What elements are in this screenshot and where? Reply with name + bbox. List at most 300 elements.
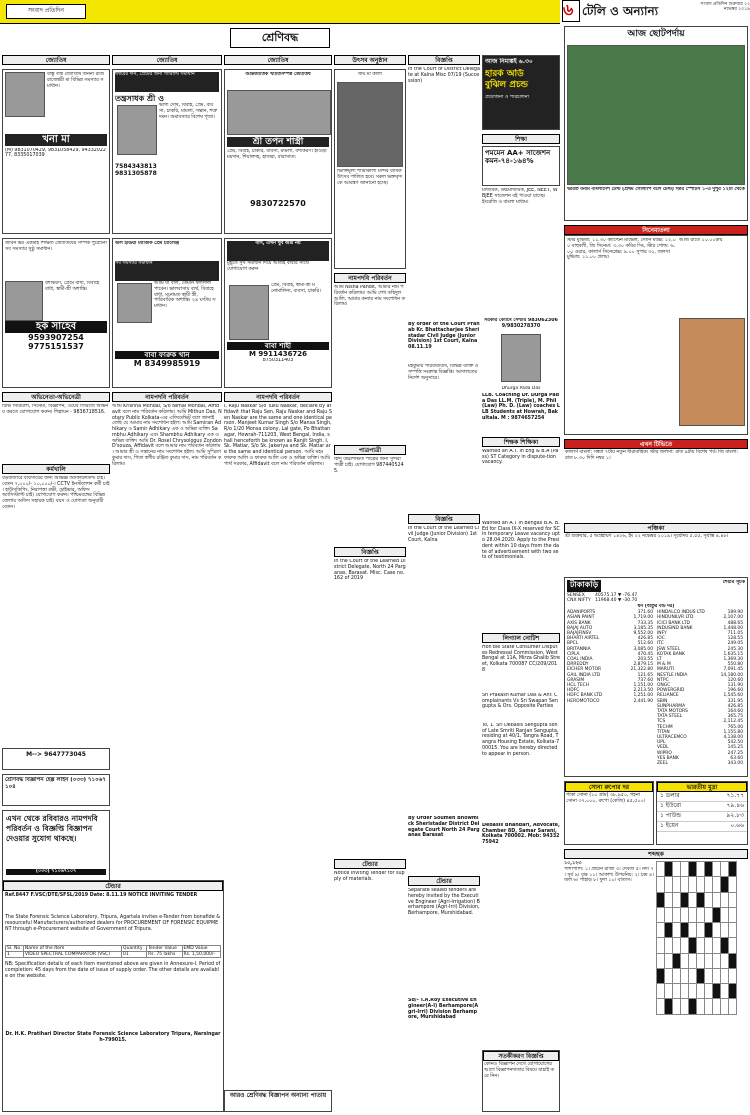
- top-bar: [0, 0, 560, 24]
- tv-box: [564, 26, 748, 221]
- currency-row: [657, 812, 747, 822]
- stock-price: 343.00: [727, 760, 743, 766]
- crossword-header: শব্দছক: [564, 849, 748, 859]
- stock-name: BAJAJFINSV: [567, 630, 592, 636]
- crossword-cell[interactable]: [689, 938, 697, 953]
- crossword-cell[interactable]: [697, 984, 705, 999]
- crossword-cell[interactable]: [673, 877, 681, 892]
- tender-text: Separate sealed tenders are hereby invited by the Executive Engineer (Agri-Irrigation) Berhampore (Agri-Irri) Division, Berhampore, Murshidabad.: [408, 888, 480, 916]
- currency-rate: ৯২.৮৩: [726, 811, 744, 819]
- stock-price: 470.45: [637, 651, 653, 657]
- currency-row: [657, 822, 747, 832]
- stock-price: 21,322.80: [630, 667, 653, 673]
- crossword-cell[interactable]: [721, 907, 729, 922]
- crossword-cell[interactable]: [689, 892, 697, 907]
- crossword-number: ১০,১২৩: [564, 861, 582, 866]
- crossword-cell[interactable]: [705, 984, 713, 999]
- stock-price: 371.60: [637, 610, 653, 616]
- stock-name: YES BANK: [657, 755, 679, 761]
- crossword-cell[interactable]: [721, 892, 729, 907]
- crossword-cell[interactable]: [689, 862, 697, 877]
- right-column: আজ ছোটপর্দায় ভারত বনাম বাংলাদেশ টেস্ট (প্রথম গোলাপি বলে টেস্ট) স্টার স্পোর্টস ১-এ দুপুর ১২টা থেকে সিনেমাতলা স্টার মুভিজ: ১১.৩০ ক্যাপ্টেন মার্ভেল, সোনি ম্যাক্স: ১২.০০ বাহুবলী, জি সিনেমা: ৩.৩০ কবির সিং, স্টার গোল্ড: ৬.০০ ওয়ার, কালার্স সিনেপ্লেক্স: ৯.০০ সুপার ৩০, জলসা মুভিজ: ১১.০০ প্রলয়। আজ রাতে ১০.০০টায় এখন টিভিতে কালার্স বাংলা: সন্ধ্যা ৭টায় নতুন ধারাবাহিক। স্টার জলসা: রাত ৯টায় বিশেষ পর্ব। জি বাংলা: রাত ৮.৩০ দিদি নম্বর ১। পঞ্চিকা শ্রী শুক্রবার, ৫ অগ্রহায়ণ ১৪২৬, ইং ২২ নভেম্বর ২০১৯। সূর্যোদয় ৫.৫৫, সূর্যাস্ত ৪.৪৮। টাকাকড়ি শেয়ার সূচক SENSEX 40575.17 ▼ -76.47 CNX NIFTY 11968.40 ▼ -30.70 ধন (ধাতুর বন্ড দর) ADANIPORTS 371.60 ASIAN PAINT 1,719.00 AXIS BANK 733.35 BAJAJ AUTO 3,185.35 BAJAJFINSV 9,552.00 BHARTI AIRTEL 426.85 BPCL 512.60 BRITANNIA 3,085.00 CIPLA 470.45 COAL INDIA 203.55 DRREDDY 2,879.15 EICHER MOTOR 21,322.80 GAIL INDIA LTD 121.65 GRASIM 737.60 HCL TECH 1,151.00 HDFC 2,213.50 HDFC BANK LTD 1,251.00 HEROMOTOCO 2,441.90 HINDALCO INDUS LTD 189.90 HINDUNILVR LTD 2,107.00 ICICI BANK LTD 488.65 INDUSIND BANK 1,448.00 INFY 711.05 IOC 128.55 ITC 249.05 JSW STEEL 245.30 KOTAK BANK 1,635.15 LT 1,369.30 M & M 550.80 MARUTI 7,091.45 NESTLE INDIA 14,180.00 NTPC 120.60 ONGC 131.90 POWERGRID 196.60 RELIANCE 1,545.60 SBIN 331.95 SUNPHARMA 426.85 TATA MOTORS 164.60 TATA STEEL 365.75 TCS 2,112.45 TECHM 765.00 TITAN 1,155.80 ULTRACEMCO 4,138.00 UPL 542.50 VEDL 145.25 WIPRO 247.25 YES BANK 63.60 ZEEL 343.00 সোনা রুপোর দর পাকা সোনা (১০ গ্রাম) ৩৮,৯৫০, গহনা সোনা ৩৭,০০০, রুপো (কেজি) ৪৫,৫০০। ভারতীয় মুদ্রা ১ ডলার ৭১.৭৭ ১ ইউরো ৭৯.৪৬ ১ পাউন্ড ৯২.৮৩ ১ ইয়েন ০.৬৬ শব্দছক ১০,১২৩ পাশাপাশি: ১। প্রাচীন রাজা ৩। দেবতা ৫। নদী ৭। সূর্য ৯। বৃক্ষ ১১। আকাশ। উপরনিচ: ২। চন্দ্র ৪। জল ৬। পাহাড় ৮। ফুল ১০। বাতাস।: [564, 26, 748, 1112]
- ad-phone: M 8349985919: [133, 359, 201, 369]
- section-header: লিগ্যাল নোটিশ: [482, 633, 560, 643]
- crossword-cell[interactable]: [657, 968, 665, 983]
- crossword-cell[interactable]: [681, 984, 689, 999]
- crossword-cell[interactable]: [713, 907, 721, 922]
- gold-bond-title: ধন (ধাতুর বন্ড দর): [637, 604, 675, 610]
- crossword-cell[interactable]: [697, 968, 705, 983]
- stock-price: 196.60: [727, 688, 743, 694]
- stock-price: 426.85: [637, 636, 653, 642]
- ad-box: বাস, এখন খুব আর নয় মুহূর্তে সুখ সমাধান দিয়ে আজই বাবার সাথে যোগাযোগ করুন প্রেম, বিবাহ, স্বামী-স্ত্রী মনোমালিন্য, ব্যবসা, চাকরি। বাবা শাহী M 9911436726 8750311403: [224, 238, 332, 388]
- section-header: টেন্ডার: [408, 876, 480, 886]
- stock-name: INFY: [657, 630, 667, 636]
- currency-name: ১ ইয়েন: [660, 821, 679, 829]
- crossword-cell[interactable]: [705, 907, 713, 922]
- crossword-cell[interactable]: [689, 953, 697, 968]
- stock-price: 711.05: [727, 630, 743, 636]
- crossword-cell[interactable]: [705, 938, 713, 953]
- sunday-text: এখন থেকে রবিবারও নামপদবি পরিবর্তন ও বিজ্ঞপ্তি বিজ্ঞাপন দেওয়ার সুযোগ থাকছে।: [6, 814, 98, 843]
- index-row: [567, 598, 745, 603]
- stock-name: HEROMOTOCO: [567, 698, 600, 704]
- stock-price: 249.05: [727, 641, 743, 647]
- currency-name: ১ ডলার: [660, 792, 680, 799]
- crossword-cell[interactable]: [705, 862, 713, 877]
- col-header: জ্যোতিষ: [224, 55, 332, 65]
- col-header: জ্যোতিষ: [2, 55, 110, 65]
- crossword-cell[interactable]: [729, 877, 737, 892]
- stock-name: GAIL INDIA LTD: [567, 672, 601, 678]
- crossword-cell[interactable]: [729, 907, 737, 922]
- crossword-cell[interactable]: [657, 877, 665, 892]
- stock-row: [657, 761, 743, 766]
- stock-name: UPL: [657, 740, 666, 746]
- currency-name: ১ পাউন্ড: [660, 811, 682, 819]
- column-4: উৎসব অনুষ্ঠান জয় মা কালী ভিক্তিমূলী শ্যামাকালী মন্দির বার্ষিক উৎসব পালিত হবে। সকল ভক্তবৃন্দকে আমন্ত্রণ জানানো হচ্ছে। নামপদবি পরিবর্তন আমি Nisha Pandit, আমার নাম পরিবর্তন করিলাম। আমি শেখ তহিদুল আলি, আমার কন্যার নাম সংশোধন করিলাম। পাত্রপাত্রী হিন্দু উচ্চশিক্ষিত পাত্রের জন্য সুন্দরী পাত্রী চাই। যোগাযোগ 9874405245. বিজ্ঞপ্তি In the Court of the Learned District Delegate, North 24 Parganas, Barasat. Misc. Case no. 162 of 2019 টেন্ডার Notice Inviting Tender for supply of materials.: [334, 57, 406, 882]
- crossword-cell[interactable]: [665, 938, 673, 953]
- stock-price: 3,085.00: [633, 646, 653, 652]
- ad-name: খনা মা: [5, 134, 107, 146]
- crossword-cell[interactable]: [729, 862, 737, 877]
- coaching-headline: পমমেন AA+ সাজেশন কমন-৭৪-১৬৪%: [485, 149, 551, 166]
- crossword-cell[interactable]: [681, 892, 689, 907]
- stock-name: POWERGRID: [657, 688, 685, 694]
- notice-signature: By order of the Court Pranab Kr. Bhattacharjee Sheristadar Civil Judge (Junior Division) 1st Court, Kalna 08.11.19: [408, 322, 480, 350]
- stock-price: 1,155.80: [723, 729, 743, 735]
- stock-price: 121.65: [637, 672, 653, 678]
- ad-box: জয় মা কালী ভিক্তিমূলী শ্যামাকালী মন্দির বার্ষিক উৎসব পালিত হবে। সকল ভক্তবৃন্দকে আমন্ত্রণ জানানো হচ্ছে।: [334, 69, 406, 269]
- currency-list: [657, 792, 747, 832]
- stock-name: HDFC: [567, 688, 580, 694]
- photo: [5, 281, 43, 321]
- currency-box: [656, 781, 748, 845]
- column-1: জ্যোতিষ বাস্তু তন্ত্র জ্যোতিষ জননী রাজ রাজেশ্বরী মা বিভিন্ন সমস্যার সমাধান। খনা মা (M) 9831070429, 9831058429, 9433202277, 8335017039 জীবন ভর একটাই শিক্ষিত জ্যোতিষের সম্পর্ক পুরোনো সব সমস্যার সুষ্ঠু সমাধান। বশীকরণ, প্রেমে বাধা, বিবাহে বাধা, স্বামী-স্ত্রী অশান্তি। হক সাহেব 9593907254 9775151537 অভিনেতা-অভিনেত্রী টিভি সিরিয়াল, সিনেমা, বিজ্ঞাপন, ওয়েব সিরিজে অভিনয় করতে যোগাযোগ করুন। শিল্পায়ন - 9836718516. কর্মখালি বড়বাজারে ব্যবসায়ের জন্য অভিজ্ঞ অ্যাকাউন্ট্যান্ট চাই। বেতন ৭,০০০/- ১০,০০০/-। CCTV ইনস্টলেশন কর্মী চাই। হাউসকিপিং, নিরাপত্তা রক্ষী, ড্রাইভার, অফিস অ্যাসিস্ট্যান্ট চাই। যোগাযোগ করুন। পশ্চিমবঙ্গের বিভিন্ন জেলায় অফিস সহায়ক চাই। বয়স ও যোগ্যতা অনুযায়ী বেতন। M--> 9647773045 শ্রেণিবদ্ধ বিজ্ঞাপন হেল্প লাইন (০৩৩) ৭১০৬৭১০৪ এখন থেকে রবিবারও নামপদবি পরিবর্তন ও বিজ্ঞপ্তি বিজ্ঞাপন দেওয়ার সুযোগ থাকছে। (০৩৩) ৭১০৬৭১০৭: [2, 55, 110, 1115]
- crossword-cell[interactable]: [729, 953, 737, 968]
- crossword-cell[interactable]: [713, 923, 721, 938]
- crossword-cell[interactable]: [673, 907, 681, 922]
- ad-box: আন্তর্জাতিক খ্যাতিসম্পন্ন জ্যোতিষ শ্রী তপন শাস্ত্রী প্রেম, বিবাহ, চাকরি, ব্যবসা, মামলা, বশীকরণ। হাওড়া ময়দান, শিয়ালদহ, হাজরা, বারাসাত। 9830722570: [224, 69, 332, 234]
- crossword-cell[interactable]: [657, 907, 665, 922]
- stock-name: MARUTI: [657, 667, 675, 673]
- stock-price: 550.80: [727, 662, 743, 668]
- section-header: পাত্রপাত্রী: [334, 445, 406, 455]
- stock-name: INDUSIND BANK: [657, 625, 693, 631]
- crossword-cell[interactable]: [657, 953, 665, 968]
- tender-signature: Sd/- T.A.Roy Executive Engineer(A-I) Berhampore(Agri-Irri) Division Berhampore, Murshidabad: [408, 998, 479, 1021]
- stock-price: 1,635.15: [723, 651, 743, 657]
- stock-name: ITC: [657, 641, 664, 647]
- warning-box: সতর্কীকরণ বিজ্ঞপ্তি কোনও বিজ্ঞাপন দেখে যোগাযোগের আগে বিজ্ঞাপনদাতার বিষয়ে যাচাই করে নিন।: [482, 1050, 560, 1112]
- photo: [117, 105, 157, 155]
- notice: In the Court of the Learned District Delegate, North 24 Parganas, Barasat. Misc. Case no. 162 of 2019: [334, 559, 406, 582]
- crossword-cell[interactable]: [673, 892, 681, 907]
- stock-name: HDFC BANK LTD: [567, 693, 603, 699]
- stock-price: 1,151.00: [633, 682, 653, 688]
- stock-name: BRITANNIA: [567, 646, 591, 652]
- stock-price: 120.60: [727, 677, 743, 683]
- stock-name: ICICI BANK LTD: [657, 620, 690, 626]
- crossword-cell[interactable]: [721, 953, 729, 968]
- stocks-list-left: [567, 610, 653, 766]
- stock-name: TATA STEEL: [657, 714, 683, 720]
- stock-price: 189.90: [727, 610, 743, 616]
- stock-price: 1,369.30: [723, 656, 743, 662]
- photo: [117, 283, 152, 323]
- section-header: সিনেমাতলা: [564, 225, 748, 235]
- legal-notice: Sri Prakash Kumar Das & Anr. Complainants Vs Sri Swapan Sengupta & Ors. Opposite Parties: [482, 692, 558, 710]
- stock-name: TITAN: [657, 729, 670, 735]
- crossword-cell[interactable]: [697, 953, 705, 968]
- photo: [229, 285, 269, 340]
- crossword-cell[interactable]: [673, 953, 681, 968]
- stock-price: 733.35: [637, 620, 653, 626]
- crossword-cell[interactable]: [713, 892, 721, 907]
- page-tag: সংবাদ প্রতিদিন: [6, 4, 86, 19]
- crossword-cell[interactable]: [665, 877, 673, 892]
- stock-name: NTPC: [657, 677, 669, 683]
- crossword-cell[interactable]: [705, 999, 713, 1014]
- stock-price: 488.65: [727, 620, 743, 626]
- legal-notice: Debasis Bhandari, Advocate, Chamber 8D, Samar Sarani, Kolkata 700002. Mob: 9433275942: [482, 822, 560, 846]
- crossword-cell[interactable]: [673, 923, 681, 938]
- stock-price: 2,213.50: [633, 688, 653, 694]
- crossword-cell[interactable]: [705, 953, 713, 968]
- crossword-cell[interactable]: [697, 892, 705, 907]
- tender-box: টেন্ডার Ref.8447 F.VSC/DTE/SFSL/2019 Date: 8.11.19 NOTICE INVITING TENDER The State Forensic Science Laboratory, Tripura, Agartala invites e-Tender from bonafide & resourceful Manufacturers/authorized dealers for PROCUREMENT OF FORENSIC EQUIPMENT through e-Procurement website of Government of Tripura. Sl. No Name of the Item Quantity Tender Value EMD Value 1 VIDEO SPECTRAL COMPARATOR (VSC) 01 Rs. 75 lakhs Rs. 1,50,000/- NB: Specification details of each item mentioned above are given in Annexure-I. Period of completion: 45 days from the date of issue of supply order. The other details are available on the website. Dr. H.K. Pratihari Director State Forensic Science Laboratory Tripura, Narsingarh-799015.: [2, 880, 224, 1112]
- stock-price: 63.60: [730, 755, 743, 761]
- col-header: বিজ্ঞপ্তি: [408, 55, 480, 65]
- market-title: টাকাকড়ি: [567, 580, 601, 592]
- ad-phone: 9775151537: [28, 341, 84, 351]
- photo: [5, 72, 45, 117]
- stock-name: ADANIPORTS: [567, 610, 596, 616]
- crossword-cell[interactable]: [689, 968, 697, 983]
- stock-price: 331.95: [727, 698, 743, 704]
- crossword-cell[interactable]: [673, 984, 681, 999]
- stock-name: M & M: [657, 662, 671, 668]
- stock-price: 2,441.90: [633, 698, 653, 704]
- ad-box: বাস্তু তন্ত্র জ্যোতিষ জননী রাজ রাজেশ্বরী মা বিভিন্ন সমস্যার সমাধান। খনা মা (M) 9831070429, 9831058429, 9433202277, 8335017039: [2, 69, 110, 234]
- crossword-cell[interactable]: [697, 938, 705, 953]
- section-header: নামপদবি পরিবর্তন: [334, 273, 406, 283]
- stock-price: 365.75: [727, 714, 743, 720]
- column-6: আজ নিমাঙ্কই ৬.৩০ হারর্ক অর্ডি বুঝিল প্রচন্ড প্রযোজনা ও পরিচালনা শিক্ষা পমমেন AA+ সাজেশন কমন-৭৪-১৬৪% মাধ্যমিক, উচ্চমাধ্যমিক, JEE, NEET, WBJEE সাজেশন বই পাওয়া যাচ্ছে। ইংরেজি ও বাংলা মাধ্যম। সরকার কোচিং সেন্টার 9830623069/9830278370 Dhurga Pada Das LLB. Coaching Dr. Durga Pada Das LL.M. (Triple), M. Phil (Law) Ph. D. (Law) coaches LLB Students at Howrah, Bakultala. M : 9874657254 শিক্ষক শিক্ষিকা Wanted an A.T. in Eng & B.A (Pass) ST Category in dispute-tion vacancy. Wanted an A.T in Bengali B.A. B.Ed for Class IX-X reserved for SC in temporary Leave vacancy upto 28.04.2020. Apply to the President within 10 days from the date of advertisement with two sets of testimonials. লিগ্যাল নোটিশ Hon'ble State Consumer Disputes Redressal Commission, West Bengal at 11A, Mirza Ghalib Street, Kolkata 700087 CC/209/2018 Sri Prakash Kumar Das & Anr. Complainants Vs Sri Swapan Sengupta & Ors. Opposite Parties To, 1. Sri Debasis Sengupta son of Late Smriti Ranjan Sengupta, residing at 40/1, Tangra Road, Tangra Housing Estate, Kolkata-700015. You are hereby directed to appear in person. Debasis Bhandari, Advocate, Chamber 8D, Samar Sarani, Kolkata 700002. Mob: 9433275942: [482, 55, 560, 1115]
- crossword-cell[interactable]: [673, 862, 681, 877]
- ad-name: শ্রী তপন শাস্ত্রী: [227, 137, 329, 147]
- crossword-cell[interactable]: [697, 862, 705, 877]
- crossword-cell[interactable]: [729, 923, 737, 938]
- crossword-cell[interactable]: [689, 907, 697, 922]
- stock-name: DRREDDY: [567, 662, 589, 668]
- stock-price: 164.60: [727, 708, 743, 714]
- crossword-cell[interactable]: [681, 938, 689, 953]
- crossword-cell[interactable]: [697, 877, 705, 892]
- crossword-cell[interactable]: [673, 938, 681, 953]
- ad-phone: 7584343813: [115, 163, 157, 171]
- stock-price: 2,107.00: [723, 615, 743, 621]
- stock-price: 1,545.60: [723, 693, 743, 699]
- stock-name: ZEEL: [657, 760, 669, 766]
- tender-table: Sl. No Name of the Item Quantity Tender Value EMD Value 1 VIDEO SPECTRAL COMPARATOR (VSC) 01 Rs. 75 lakhs Rs. 1,50,000/-: [5, 945, 221, 958]
- crossword-cell[interactable]: [665, 984, 673, 999]
- legal-notice: Hon'ble State Consumer Disputes Redressal Commission, West Bengal at 11A, Mirza Ghalib Street, Kolkata 700087 CC/209/2018: [482, 644, 560, 673]
- phone-box: M--> 9647773045: [2, 748, 110, 770]
- crossword-cell[interactable]: [681, 999, 689, 1014]
- stock-price: 7,091.45: [723, 667, 743, 673]
- ad-box: অল ইন্ডিয়া ম্যাজিক প্রেম চ্যালেঞ্জ সব সমস্যার সমাধান আমি যা বলি, তেমনি ফলাফল পাবেন। ভালবাসায় ব্যর্থ, বিবাহে বাধা, মনোমত স্বামী স্ত্রী, পারিবারিক অশান্তি। ২৪ ঘণ্টায় সমাধান। বাবা ফারুক খান M 8349985919: [112, 238, 222, 388]
- crossword-cell[interactable]: [665, 999, 673, 1014]
- section-header: বিজ্ঞপ্তি: [408, 514, 480, 524]
- notice: In the Court of the Learned Civil Judge (Junior Division) 1st Court, Kalna: [408, 526, 480, 543]
- sensex-value: 40575.17 ▼ -76.47: [595, 593, 638, 598]
- crossword-cell[interactable]: [665, 907, 673, 922]
- crossword-cell[interactable]: [721, 877, 729, 892]
- crossword-cell[interactable]: [729, 938, 737, 953]
- market-subtitle: শেয়ার সূচক: [722, 580, 745, 585]
- stock-price: 247.25: [727, 750, 743, 756]
- stock-name: NESTLE INDIA: [657, 672, 688, 678]
- stock-name: COAL INDIA: [567, 656, 593, 662]
- teacher-notice: Wanted an A.T. in Eng & B.A (Pass) ST Category in dispute-tion vacancy.: [482, 448, 559, 466]
- nifty-value: 11968.40 ▼ -30.70: [595, 598, 638, 604]
- stock-price: 542.50: [727, 740, 743, 746]
- crossword-cell[interactable]: [713, 984, 721, 999]
- date-line: সংবাদ প্রতিদিন শুক্রবার ২২ নভেম্বর ২০১৯: [700, 2, 750, 13]
- stock-price: 2,879.15: [633, 662, 653, 668]
- tv-title: আজ ছোটপর্দায়: [627, 29, 685, 39]
- tv-caption: ভারত বনাম বাংলাদেশ টেস্ট (প্রথম গোলাপি বলে টেস্ট) স্টার স্পোর্টস ১-এ দুপুর ১২টা থেকে: [567, 187, 745, 192]
- stock-name: KOTAK BANK: [657, 651, 685, 657]
- stock-price: 145.25: [727, 745, 743, 751]
- stock-price: 128.55: [727, 636, 743, 642]
- crossword-cell[interactable]: [689, 877, 697, 892]
- sensex-label: SENSEX: [567, 593, 585, 598]
- crossword-cell[interactable]: [705, 968, 713, 983]
- stock-price: 4,138.00: [723, 734, 743, 740]
- movie-poster: [679, 318, 745, 426]
- section-header: সতর্কীকরণ বিজ্ঞপ্তি: [483, 1051, 559, 1061]
- currency-rate: ০.৬৬: [730, 821, 744, 829]
- stock-name: IOC: [657, 636, 665, 642]
- crossword-cell[interactable]: [705, 877, 713, 892]
- crossword-cell[interactable]: [721, 984, 729, 999]
- gold-box: সোনা রুপোর দর পাকা সোনা (১০ গ্রাম) ৩৮,৯৫০, গহনা সোনা ৩৭,০০০, রুপো (কেজি) ৪৫,৫০০।: [564, 781, 654, 845]
- section-banner: শ্রেণিবদ্ধ: [230, 28, 330, 48]
- teacher-notice: Wanted an A.T in Bengali B.A. B.Ed for Class IX-X reserved for SC in temporary Leave vacancy upto 28.04.2020. Apply to the President within 10 days from the date of advertisement with two sets of testimonials.: [482, 520, 560, 561]
- helpline-box: [2, 774, 110, 806]
- crossword-clues: ১০,১২৩ পাশাপাশি: ১। প্রাচীন রাজা ৩। দেবতা ৫। নদী ৭। সূর্য ৯। বৃক্ষ ১১। আকাশ। উপরনিচ: ২। চন্দ্র ৪। জল ৬। পাহাড় ৮। ফুল ১০। বাতাস।: [564, 861, 654, 884]
- stock-name: ONGC: [657, 682, 671, 688]
- crossword-cell[interactable]: [681, 877, 689, 892]
- right-title: টেলি ও অন্যান্য: [582, 4, 659, 18]
- stock-name: RELIANCE: [657, 693, 679, 699]
- stocks-list-right: [657, 610, 743, 766]
- crossword-cell[interactable]: [697, 923, 705, 938]
- currency-name: ১ ইউরো: [660, 801, 682, 809]
- crossword-cell[interactable]: [665, 892, 673, 907]
- stock-price: 426.85: [727, 703, 743, 709]
- crossword-cell[interactable]: [713, 968, 721, 983]
- crossword-cell[interactable]: [681, 968, 689, 983]
- crossword-cell[interactable]: [681, 862, 689, 877]
- stock-price: 2,112.45: [723, 719, 743, 725]
- crossword-cell[interactable]: [689, 923, 697, 938]
- crossword-cell[interactable]: [713, 938, 721, 953]
- crossword-cell[interactable]: [681, 907, 689, 922]
- crossword-cell[interactable]: [673, 968, 681, 983]
- stock-price: 14,180.00: [720, 672, 743, 678]
- tender-signature: Dr. H.K. Pratihari Director State Forensic Science Laboratory Tripura, Narsingarh-799015.: [5, 1032, 221, 1044]
- crossword-cell[interactable]: [657, 862, 665, 877]
- column-3: জ্যোতিষ আন্তর্জাতিক খ্যাতিসম্পন্ন জ্যোতিষ শ্রী তপন শাস্ত্রী প্রেম, বিবাহ, চাকরি, ব্যবসা, মামলা, বশীকরণ। হাওড়া ময়দান, শিয়ালদহ, হাজরা, বারাসাত। 9830722570 বাস, এখন খুব আর নয় মুহূর্তে সুখ সমাধান দিয়ে আজই বাবার সাথে যোগাযোগ করুন প্রেম, বিবাহ, স্বামী-স্ত্রী মনোমালিন্য, ব্যবসা, চাকরি। বাবা শাহী M 9911436726 8750311403 নামপদবি পরিবর্তন I, Raju Naskar S/o Tuku Naskar, declare by affidavit that Raju Sen, Raju Naskar and Raju Sen Naskar are the same and one identical person. Manjeet Kumar Singh S/o Mansa Singh, R/o 1/20 Monsa colony, Lal gate, Po Bhattanagar, Howrah-711203, West Bengal, India, shall henceforth be known as Ranjit Singh. I, Sk. Matiar, S/o Sk. Jakeriya and Sk. Matiar are the same and identical person. আমি মহঃ ফারুক আলি ও ফারুক আলি এক ও অভিন্ন ব্যক্তি। আমি পার্থ সরকার, Affidavit বলে নাম পরিবর্তন করিলাম।: [224, 57, 332, 467]
- stock-name: GRASIM: [567, 677, 585, 683]
- stock-name: LT: [657, 656, 662, 662]
- crossword-grid: [656, 861, 737, 1015]
- sunday-ad: [2, 810, 110, 885]
- crossword-cell[interactable]: [721, 938, 729, 953]
- stock-name: EICHER MOTOR: [567, 667, 602, 673]
- currency-row: [657, 802, 747, 812]
- ad-name: হক সাহেব: [5, 321, 107, 333]
- crossword-cell[interactable]: [729, 968, 737, 983]
- stock-price: 512.60: [637, 641, 653, 647]
- crossword-cell[interactable]: [713, 999, 721, 1014]
- crossword-cell[interactable]: [657, 923, 665, 938]
- ad-phone: 9831305878: [115, 170, 157, 178]
- crossword-cell[interactable]: [657, 999, 665, 1014]
- ad-box: ঈশ্বরের দান, প্রেমের জন্য গ্যারান্টি সমাধান তন্ত্রসাধক শ্রী ও ভাগ্য দোষ, বিবাহ, প্রেম, ব্যবসা, চাকরি, মামলা, সন্তান, শত্রু দমন। অমাবস্যার বিশেষ পূজা। 7584343813 9831305878: [112, 69, 222, 234]
- crossword-cell[interactable]: [665, 968, 673, 983]
- crossword-cell[interactable]: [729, 892, 737, 907]
- crossword-cell[interactable]: [665, 862, 673, 877]
- page-number: ৬: [562, 0, 580, 22]
- crossword-cell[interactable]: [689, 984, 697, 999]
- crossword-cell[interactable]: [665, 953, 673, 968]
- crossword-cell[interactable]: [657, 892, 665, 907]
- stock-name: SUNPHARMA: [657, 703, 686, 709]
- crossword-cell[interactable]: [713, 877, 721, 892]
- crossword-cell[interactable]: [673, 999, 681, 1014]
- right-header: [562, 0, 750, 24]
- helpline-number: (০৩৩) ৭১০৬৭১০৭: [6, 869, 106, 875]
- crossword-cell[interactable]: [721, 862, 729, 877]
- crossword-cell[interactable]: [705, 892, 713, 907]
- col-header: উৎসব অনুষ্ঠান: [334, 55, 406, 65]
- stock-name: TATA MOTORS: [657, 708, 688, 714]
- section-header: বিজ্ঞপ্তি: [334, 547, 406, 557]
- stock-price: 1,251.00: [633, 693, 653, 699]
- stock-price: 9,552.00: [633, 630, 653, 636]
- section-header: নামপদবি পরিবর্তন: [112, 392, 222, 402]
- crossword-cell[interactable]: [681, 953, 689, 968]
- crossword-cell[interactable]: [665, 923, 673, 938]
- column-5: বিজ্ঞপ্তি In the Court of District Delegate at Kalna Misc 07/19 (Succession) By order of the Court Pranab Kr. Bhattacharjee Sheristadar Civil Judge (Junior Division) 1st Court, Kalna 08.11.19 মহকুমার পরিবারবিধি, বিভিন্ন ব্যক্তি ও সম্পত্তি সংক্রান্ত বিজ্ঞপ্তি। আদালতের নির্দেশ অনুসারে। বিজ্ঞপ্তি In the Court of the Learned Civil Judge (Junior Division) 1st Court, Kalna By Order Soumen Bhowmick Sheristadar District Delegate Court North 24 Parganas Barasat টেন্ডার Separate sealed tenders are hereby invited by the Executive Engineer (Agri-Irrigation) Berhampore (Agri-Irri) Division, Berhampore, Murshidabad. Sd/- T.A.Roy Executive Engineer(A-I) Berhampore(Agri-Irri) Division Berhampore, Murshidabad: [408, 55, 480, 1115]
- stock-price: 245.30: [727, 646, 743, 652]
- crossword-cell[interactable]: [705, 923, 713, 938]
- crossword-cell[interactable]: [657, 938, 665, 953]
- coaching-centre: সরকার কোচিং সেন্টার 9830623069/9830278370: [484, 318, 558, 329]
- stock-name: TCS: [657, 719, 666, 725]
- stock-price: 131.90: [727, 682, 743, 688]
- crossword-cell[interactable]: [681, 923, 689, 938]
- more-ads-box: আরও শ্রেণিবদ্ধ বিজ্ঞাপন অন্যান্য পাতায়: [224, 1090, 332, 1112]
- stock-name: CIPLA: [567, 651, 580, 657]
- section-header: টেন্ডার: [334, 859, 406, 869]
- stock-name: WIPRO: [657, 750, 672, 756]
- stock-price: 737.60: [637, 677, 653, 683]
- photo-caption: Dhurga Pada Das: [501, 385, 541, 391]
- section-header: শিক্ষা: [482, 134, 560, 144]
- stock-row: [567, 699, 653, 704]
- crossword-cell[interactable]: [713, 953, 721, 968]
- crossword-cell[interactable]: [721, 999, 729, 1014]
- stock-name: ULTRACEMCO: [657, 734, 687, 740]
- crossword-cell[interactable]: [729, 999, 737, 1014]
- crossword-cell[interactable]: [657, 984, 665, 999]
- gold-title: সোনা রুপোর দর: [565, 782, 653, 792]
- crossword-cell[interactable]: [729, 984, 737, 999]
- crossword-cell[interactable]: [721, 968, 729, 983]
- section-header: এখন টিভিতে: [564, 439, 748, 449]
- stock-name: JSW STEEL: [657, 646, 681, 652]
- section-header: শিক্ষক শিক্ষিকা: [482, 437, 560, 447]
- crossword-cell[interactable]: [713, 862, 721, 877]
- market-box: [564, 577, 748, 777]
- crossword-cell[interactable]: [697, 999, 705, 1014]
- crossword-cell[interactable]: [697, 907, 705, 922]
- crossword-cell[interactable]: [689, 999, 697, 1014]
- tender-ref: Ref.8447 F.VSC/DTE/SFSL/2019 Date: 8.11.19 NOTICE INVITING TENDER: [5, 893, 198, 898]
- stock-name: SBIN: [657, 698, 668, 704]
- ad-name: বাবা ফারুক খান: [115, 351, 219, 359]
- photo: [501, 334, 541, 382]
- crossword-cell[interactable]: [721, 923, 729, 938]
- currency-rate: ৭১.৭৭: [726, 792, 744, 799]
- cricket-photo: [567, 45, 745, 185]
- stock-name: BAJAJ AUTO: [567, 625, 593, 631]
- stock-name: BPCL: [567, 641, 579, 647]
- section-header: পঞ্চিকা: [564, 523, 748, 533]
- ad-name: তন্ত্রসাধক শ্রী ও: [115, 94, 165, 103]
- section-header: টেন্ডার: [3, 881, 223, 891]
- ad-phone: 9593907254: [28, 332, 84, 342]
- stock-name: BHARTI AIRTEL: [567, 636, 600, 642]
- ad-phone: 9830722570: [250, 199, 306, 209]
- deity-image: [337, 82, 403, 167]
- currency-row: [657, 792, 747, 802]
